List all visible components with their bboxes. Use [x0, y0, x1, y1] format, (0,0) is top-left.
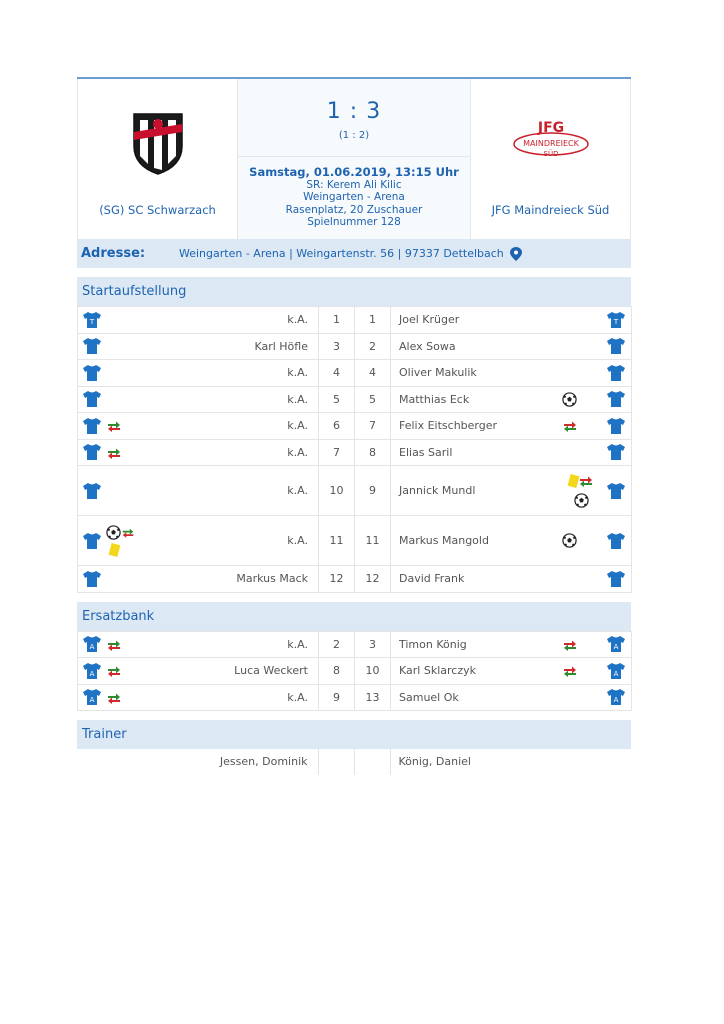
substitution-icon	[578, 475, 594, 487]
match-center	[237, 79, 471, 239]
away-number: 12	[355, 566, 391, 593]
away-number: 8	[355, 439, 391, 466]
table-row	[77, 749, 631, 775]
away-team-logo	[511, 107, 591, 179]
home-trainer: Jessen, Dominik	[145, 749, 318, 775]
home-player[interactable]: k.A.	[146, 386, 319, 413]
svg-text:A: A	[89, 696, 95, 705]
svg-text:A: A	[613, 643, 619, 652]
away-player[interactable]: Jannick Mundl	[391, 466, 562, 516]
final-score: 1 : 3	[326, 99, 382, 124]
substitution-icon	[106, 420, 122, 432]
address-bar	[77, 239, 631, 268]
table-row	[78, 439, 632, 466]
goal-ball-icon	[106, 525, 121, 540]
shirt-icon	[82, 443, 102, 461]
home-number: 5	[319, 386, 355, 413]
goal-ball-icon	[562, 533, 577, 548]
away-team-name: JFG Maindreieck Süd	[491, 203, 610, 217]
away-number: 5	[355, 386, 391, 413]
shirt-icon	[606, 443, 626, 461]
home-team-logo	[130, 107, 186, 179]
table-row	[78, 516, 632, 566]
home-number: 7	[319, 439, 355, 466]
away-logo-maindreieck: MAINDREIECK	[522, 139, 579, 148]
svg-text:A: A	[613, 696, 619, 705]
away-player[interactable]: Alex Sowa	[391, 333, 562, 360]
halftime-score: (1 : 2)	[338, 130, 370, 141]
away-player[interactable]: Oliver Makulik	[391, 360, 562, 387]
address-value[interactable]: Weingarten - Arena | Weingartenstr. 56 | 97337 Dettelbach	[179, 247, 504, 260]
away-player[interactable]: Samuel Ok	[391, 684, 562, 711]
trainer-table	[77, 749, 631, 775]
score-box	[238, 79, 470, 157]
table-row	[78, 566, 632, 593]
away-player[interactable]: Joel Krüger	[391, 307, 562, 334]
sub-shirt-icon	[82, 688, 102, 706]
away-logo-jfg: JFG	[537, 120, 564, 136]
pitch-info: Rasenplatz, 20 Zuschauer	[285, 203, 423, 216]
match-date: Samstag, 01.06.2019, 13:15 Uhr	[249, 165, 459, 179]
shirt-icon	[82, 337, 102, 355]
referee: SR: Kerem Ali Kilic	[306, 178, 402, 191]
substitution-icon	[106, 665, 122, 677]
home-number: 8	[319, 658, 355, 685]
venue: Weingarten - Arena	[303, 191, 405, 203]
home-player[interactable]: Luca Weckert	[146, 658, 319, 685]
table-row	[78, 466, 632, 516]
substitution-icon	[106, 447, 122, 459]
keeper-shirt-icon	[606, 311, 626, 329]
away-number: 3	[355, 631, 391, 658]
away-number: 11	[355, 516, 391, 566]
away-number: 7	[355, 413, 391, 440]
away-player[interactable]: David Frank	[391, 566, 562, 593]
home-player[interactable]: k.A.	[146, 307, 319, 334]
sub-shirt-icon	[606, 635, 626, 653]
away-player[interactable]: Elias Saril	[391, 439, 562, 466]
svg-text:A: A	[89, 643, 95, 652]
shirt-icon	[606, 532, 626, 550]
table-row	[78, 413, 632, 440]
home-player[interactable]: k.A.	[146, 631, 319, 658]
table-row	[78, 333, 632, 360]
away-team[interactable]	[471, 79, 630, 239]
away-number: 4	[355, 360, 391, 387]
home-player[interactable]: Karl Höfle	[146, 333, 319, 360]
away-trainer: König, Daniel	[390, 749, 561, 775]
shirt-icon	[606, 570, 626, 588]
match-header	[77, 79, 631, 239]
substitution-icon	[562, 639, 578, 651]
shirt-icon	[606, 482, 626, 500]
shirt-icon	[606, 390, 626, 408]
sub-shirt-icon	[82, 662, 102, 680]
home-player[interactable]: k.A.	[146, 413, 319, 440]
away-player[interactable]: Timon König	[391, 631, 562, 658]
away-logo-sued: SÜD	[543, 150, 558, 158]
table-row	[78, 658, 632, 685]
table-row	[78, 631, 632, 658]
shirt-icon	[606, 337, 626, 355]
goal-ball-icon	[574, 493, 589, 508]
keeper-shirt-icon	[82, 311, 102, 329]
shirt-icon	[606, 417, 626, 435]
table-row	[78, 684, 632, 711]
svg-text:T: T	[614, 317, 619, 326]
home-number: 6	[319, 413, 355, 440]
home-player[interactable]: k.A.	[146, 360, 319, 387]
away-number: 1	[355, 307, 391, 334]
home-player[interactable]: k.A.	[146, 684, 319, 711]
away-player[interactable]: Markus Mangold	[391, 516, 562, 566]
shirt-icon	[82, 364, 102, 382]
shirt-icon	[82, 482, 102, 500]
home-player[interactable]: k.A.	[146, 466, 319, 516]
map-pin-icon[interactable]	[510, 247, 522, 261]
trainer-header: Trainer	[77, 720, 631, 749]
svg-text:T: T	[89, 317, 94, 326]
home-team[interactable]	[78, 79, 237, 239]
game-number: Spielnummer 128	[307, 216, 401, 228]
home-player[interactable]: k.A.	[146, 516, 319, 566]
home-player[interactable]: k.A.	[146, 439, 319, 466]
table-row	[78, 360, 632, 387]
shirt-icon	[606, 364, 626, 382]
away-number: 9	[355, 466, 391, 516]
shirt-icon	[82, 532, 102, 550]
away-player[interactable]: Matthias Eck	[391, 386, 562, 413]
home-number: 12	[319, 566, 355, 593]
bench-table	[77, 631, 632, 712]
home-player[interactable]: Markus Mack	[146, 566, 319, 593]
yellow-card-icon	[108, 543, 120, 557]
home-number: 3	[319, 333, 355, 360]
home-number: 4	[319, 360, 355, 387]
home-number: 1	[319, 307, 355, 334]
substitution-icon	[106, 692, 122, 704]
goal-ball-icon	[562, 392, 577, 407]
lineup-header: Startaufstellung	[77, 277, 631, 306]
lineup-table	[77, 306, 632, 593]
away-player[interactable]: Felix Eitschberger	[391, 413, 562, 440]
shirt-icon	[82, 390, 102, 408]
home-team-name: (SG) SC Schwarzach	[99, 203, 216, 217]
sub-shirt-icon	[606, 688, 626, 706]
home-number: 11	[319, 516, 355, 566]
shirt-icon	[82, 417, 102, 435]
match-report	[77, 77, 631, 775]
home-number: 2	[319, 631, 355, 658]
bench-header: Ersatzbank	[77, 602, 631, 631]
away-number: 2	[355, 333, 391, 360]
substitution-icon	[562, 420, 578, 432]
table-row	[78, 386, 632, 413]
sub-shirt-icon	[82, 635, 102, 653]
substitution-icon	[121, 527, 135, 538]
address-label: Adresse:	[81, 246, 146, 261]
match-info	[238, 157, 470, 229]
svg-text:A: A	[89, 669, 95, 678]
substitution-icon	[106, 639, 122, 651]
home-number: 9	[319, 684, 355, 711]
away-number: 13	[355, 684, 391, 711]
shirt-icon	[82, 570, 102, 588]
svg-text:A: A	[613, 669, 619, 678]
table-row	[78, 307, 632, 334]
away-number: 10	[355, 658, 391, 685]
substitution-icon	[562, 665, 578, 677]
away-player[interactable]: Karl Sklarczyk	[391, 658, 562, 685]
home-number: 10	[319, 466, 355, 516]
sub-shirt-icon	[606, 662, 626, 680]
